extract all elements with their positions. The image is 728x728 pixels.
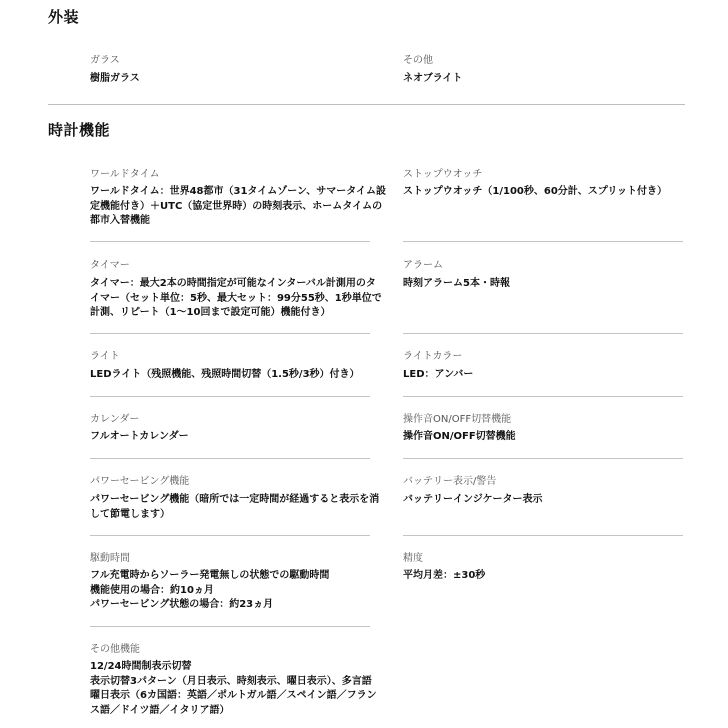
spec-value: 平均月差：±30秒	[403, 570, 486, 581]
spec-value: 時刻アラーム5本・時報	[403, 278, 510, 289]
row-separator	[90, 333, 370, 334]
spec-label: その他	[403, 55, 433, 66]
spec-value: フルオートカレンダー	[90, 431, 189, 442]
row-separator	[90, 396, 370, 397]
spec-label: 精度	[403, 553, 423, 564]
spec-value: タイマー：最大2本の時間指定が可能なインターバル計測用のタ イマー（セット単位：5秒、最大セット：99分55秒、1秒単位で 計測、リピート（1〜10回まで設定可能）機能付き）	[90, 278, 382, 318]
spec-value: 樹脂ガラス	[90, 73, 140, 84]
spec-value: バッテリーインジケーター表示	[403, 494, 543, 505]
section-title-exterior: 外装	[48, 8, 80, 26]
spec-label: パワーセービング機能	[90, 476, 190, 487]
spec-value: LEDライト（残照機能、残照時間切替（1.5秒/3秒）付き）	[90, 369, 360, 380]
spec-label: ライト	[90, 351, 120, 362]
spec-label: アラーム	[403, 260, 443, 271]
spec-value: ストップウオッチ（1/100秒、60分計、スプリット付き）	[403, 186, 668, 197]
spec-value: 操作音ON/OFF切替機能	[403, 431, 516, 442]
spec-label: ガラス	[90, 55, 120, 66]
row-separator	[403, 535, 683, 536]
spec-label: ライトカラー	[403, 351, 463, 362]
spec-value: パワーセービング機能（暗所では一定時間が経過すると表示を消 して節電します）	[90, 494, 380, 520]
spec-label: バッテリー表示/警告	[403, 476, 497, 487]
spec-label: 駆動時間	[90, 553, 130, 564]
spec-value: フル充電時からソーラー発電無しの状態での駆動時間 機能使用の場合：約10ヵ月 パワーセービング状態の場合：約23ヵ月	[90, 570, 330, 610]
spec-value: LED：アンバー	[403, 369, 474, 380]
spec-label: カレンダー	[90, 414, 140, 425]
row-separator	[90, 535, 370, 536]
row-separator	[403, 458, 683, 459]
row-separator	[90, 626, 370, 627]
row-separator	[403, 241, 683, 242]
section-title-watch-functions: 時計機能	[48, 121, 111, 139]
section-divider	[48, 104, 685, 105]
spec-value: ワールドタイム：世界48都市（31タイムゾーン、サマータイム設 定機能付き）＋UTC（協定世界時）の時刻表示、ホームタイムの 都市入替機能	[90, 186, 387, 226]
spec-value: ネオブライト	[403, 73, 463, 84]
row-separator	[403, 396, 683, 397]
row-separator	[90, 458, 370, 459]
row-separator	[403, 333, 683, 334]
spec-label: その他機能	[90, 644, 140, 655]
spec-label: ワールドタイム	[90, 169, 160, 180]
spec-label: ストップウオッチ	[403, 169, 483, 180]
row-separator	[90, 241, 370, 242]
spec-value: 12/24時間制表示切替 表示切替3パターン（月日表示、時刻表示、曜日表示）、多言語 曜日表示（6カ国語：英語／ポルトガル語／スペイン語／フラン ス語／ドイツ語／イタリア語）	[90, 661, 377, 716]
spec-label: 操作音ON/OFF切替機能	[403, 414, 512, 425]
spec-label: タイマー	[90, 260, 130, 271]
